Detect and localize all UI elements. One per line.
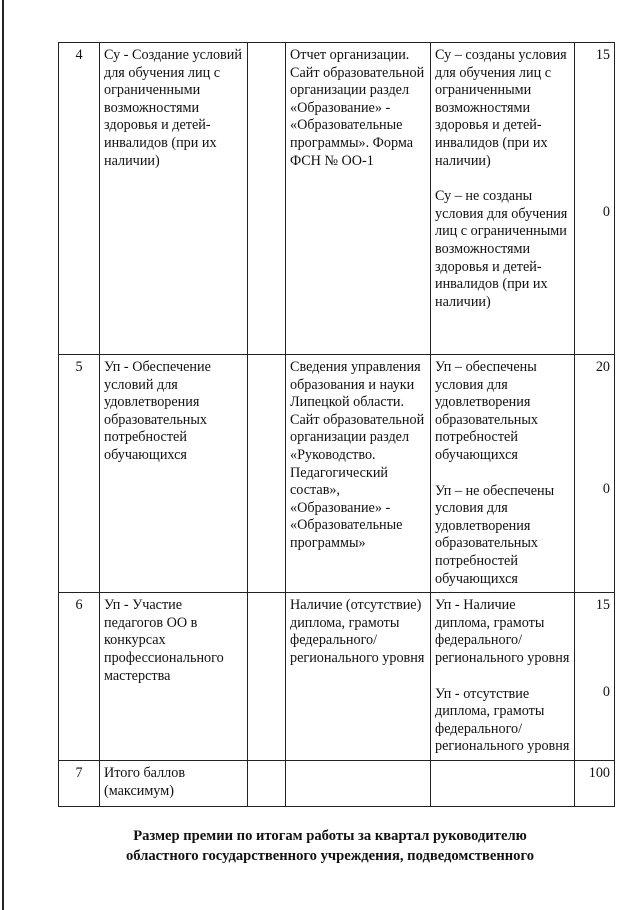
empty-cell (248, 355, 286, 593)
points-yes: 20 (595, 359, 610, 375)
data-source: Сведения управления образования и науки Липецкой области. Сайт образовательной организации раздел «Руководство. Педагогический состав», «Образование» - «Образовательные программы» (286, 355, 431, 593)
criteria-cell (431, 593, 575, 761)
indicator-name: Итого баллов (максимум) (100, 761, 248, 807)
table-row (59, 355, 615, 593)
empty-cell (431, 761, 575, 807)
row-number: 6 (59, 593, 100, 761)
indicator-name: Уп - Обеспечение условий для удовлетворения образовательных потребностей обучающихся (100, 355, 248, 593)
empty-cell (248, 43, 286, 355)
points-yes: 15 (595, 47, 610, 63)
criteria-cell (431, 43, 575, 355)
criterion-no: Су – не созданы условия для обучения лиц с ограниченными возможностями здоровья и детей-инвалидов (при их наличии) (435, 188, 568, 310)
criteria-table (58, 42, 615, 807)
points-yes: 15 (595, 597, 610, 614)
row-number: 5 (59, 355, 100, 593)
table-row (59, 43, 615, 355)
total-points: 100 (575, 761, 615, 807)
criterion-no: Уп - отсутствие диплома, грамоты федерального/регионального уровня (435, 685, 570, 755)
indicator-name: Уп - Участие педагогов ОО в конкурсах профессионального мастерства (100, 593, 248, 761)
empty-cell (248, 761, 286, 807)
data-source: Отчет организации. Сайт образовательной организации раздел «Образование» - «Образовательные программы». Форма ФСН № ОО-1 (286, 43, 431, 355)
row-number: 7 (59, 761, 100, 807)
row-number: 4 (59, 43, 100, 355)
footer-line-2: областного государственного учреждения, подведомственного (125, 848, 535, 864)
points-cell (575, 43, 615, 355)
criterion-no: Уп – не обеспечены условия для удовлетворения образовательных потребностей обучающихся (435, 482, 555, 587)
page-left-edge (2, 0, 4, 910)
points-cell (575, 593, 615, 761)
table-row (59, 761, 615, 807)
empty-cell (248, 593, 286, 761)
points-no: 0 (602, 480, 610, 497)
points-no: 0 (602, 203, 610, 220)
criteria-cell (431, 355, 575, 593)
points-no: 0 (602, 683, 610, 700)
points-cell (575, 355, 615, 593)
criterion-yes: Су – созданы условия для обучения лиц с ограниченными возможностями здоровья и детей-инвалидов (при их наличии) (435, 47, 567, 169)
criterion-yes: Уп - Наличие диплома, грамоты федерального/регионального уровня (435, 597, 570, 666)
table-row (59, 593, 615, 761)
data-source: Наличие (отсутствие) диплома, грамоты федерального/регионального уровня (286, 593, 431, 761)
indicator-name: Су - Создание условий для обучения лиц с ограниченными возможностями здоровья и детей-инвалидов (при их наличии) (100, 43, 248, 355)
criterion-yes: Уп – обеспечены условия для удовлетворения образовательных потребностей обучающихся (435, 359, 539, 463)
empty-cell (286, 761, 431, 807)
footer-line-1: Размер премии по итогам работы за квартал руководителю (133, 828, 527, 844)
